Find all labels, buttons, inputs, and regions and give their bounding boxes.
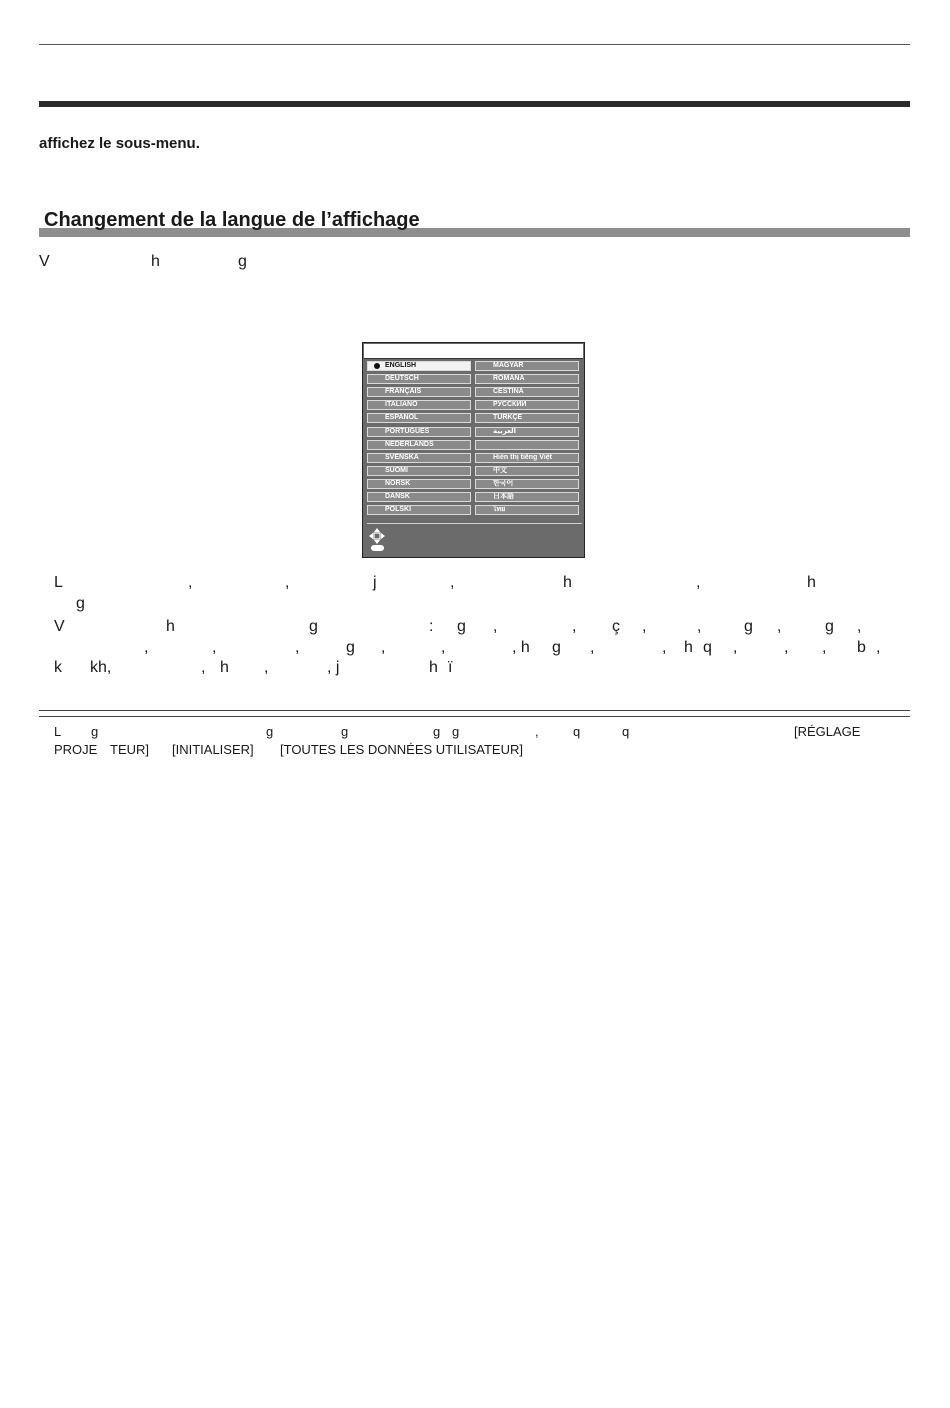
- language-option: ESPAÑOL: [367, 413, 471, 423]
- note-fragment: g: [452, 724, 460, 739]
- language-option: Hiển thị tiếng Việt: [475, 453, 579, 463]
- bullet-fragment: h: [220, 659, 229, 676]
- language-option: ČEŠTINA: [475, 387, 579, 397]
- bullet-fragment: ,: [777, 618, 782, 635]
- bullet-fragment: ,: [295, 639, 300, 656]
- bullet-fragment: ï: [448, 659, 453, 676]
- bullet-fragment: ,: [662, 639, 667, 656]
- language-option: 日本語: [475, 492, 579, 502]
- bullet-fragment: ,: [188, 574, 193, 591]
- bullet-fragment: , j: [327, 659, 340, 676]
- sub-step-text: affichez le sous-menu.: [39, 135, 200, 152]
- language-option: 한국어: [475, 479, 579, 489]
- language-option: POLSKI: [367, 505, 471, 515]
- intro-fragment: h: [151, 253, 160, 270]
- bullet-fragment: ,: [450, 574, 455, 591]
- language-option: ไทย: [475, 505, 579, 515]
- bullet-fragment: ,: [590, 639, 595, 656]
- bullet-fragment: g: [457, 618, 466, 635]
- intro-fragment: V: [39, 253, 50, 270]
- bullet-fragment: ,: [264, 659, 269, 676]
- language-option: العربية: [475, 427, 579, 437]
- bullet-fragment: ,: [441, 639, 446, 656]
- bullet-fragment: j: [373, 574, 377, 591]
- note-fragment: [TOUTES LES DONNÉES UTILISATEUR]: [280, 742, 523, 757]
- bullet-fragment: ,: [493, 618, 498, 635]
- bullet-fragment: h: [166, 618, 175, 635]
- bullet-fragment: g: [309, 618, 318, 635]
- language-option: DEUTSCH: [367, 374, 471, 384]
- bullet-fragment: ,: [144, 639, 149, 656]
- menu-title-bar: [364, 344, 583, 359]
- header-rule: [39, 101, 910, 107]
- bullet-fragment: ,: [642, 618, 647, 635]
- bullet-fragment: g: [76, 595, 85, 612]
- bullet-fragment: :: [429, 618, 434, 635]
- bullet-fragment: L: [54, 574, 63, 591]
- language-menu-screenshot: [362, 342, 585, 558]
- menu-divider: [367, 523, 582, 524]
- language-option: ENGLISH: [367, 361, 471, 371]
- bullet-fragment: h: [429, 659, 438, 676]
- note-fragment: L: [54, 724, 62, 739]
- bullet-fragment: V: [54, 618, 65, 635]
- bullet-fragment: kh,: [90, 659, 112, 676]
- note-fragment: ,: [535, 724, 539, 739]
- bullet-fragment: ,: [784, 639, 789, 656]
- bullet-fragment: ,: [381, 639, 386, 656]
- language-option: DANSK: [367, 492, 471, 502]
- bullet-fragment: ,: [212, 639, 217, 656]
- note-fragment: g: [266, 724, 274, 739]
- language-option: TÜRKÇE: [475, 413, 579, 423]
- enter-button-icon: [371, 545, 384, 551]
- bullet-fragment: ,: [733, 639, 738, 656]
- language-option: FRANÇAIS: [367, 387, 471, 397]
- bullet-fragment: g: [825, 618, 834, 635]
- note-rule-bottom: [39, 716, 910, 717]
- note-fragment: [RÉGLAGE: [794, 724, 861, 739]
- bullet-fragment: ,: [285, 574, 290, 591]
- note-fragment: g: [91, 724, 99, 739]
- bullet-fragment: ,: [572, 618, 577, 635]
- language-option: NEDERLANDS: [367, 440, 471, 450]
- note-rule-top: [39, 710, 910, 711]
- note-fragment: PROJE: [54, 742, 98, 757]
- bullet-fragment: ,: [876, 639, 881, 656]
- language-option: РУССКИЙ: [475, 400, 579, 410]
- bullet-fragment: , h: [512, 639, 530, 656]
- bullet-fragment: ,: [857, 618, 862, 635]
- bullet-fragment: g: [744, 618, 753, 635]
- language-option: SUOMI: [367, 466, 471, 476]
- language-option: ITALIANO: [367, 400, 471, 410]
- bullet-fragment: h: [563, 574, 572, 591]
- bullet-fragment: h: [684, 639, 693, 656]
- bullet-fragment: g: [346, 639, 355, 656]
- bullet-fragment: g: [552, 639, 561, 656]
- bullet-fragment: k: [54, 659, 62, 676]
- bullet-fragment: ç: [612, 618, 620, 635]
- intro-fragment: g: [238, 253, 247, 270]
- language-option: PORTUGUÊS: [367, 427, 471, 437]
- language-option: MAGYAR: [475, 361, 579, 371]
- top-rule: [39, 44, 910, 45]
- bullet-fragment: b: [857, 639, 866, 656]
- note-fragment: [INITIALISER]: [172, 742, 254, 757]
- language-option: 中文: [475, 466, 579, 476]
- language-option: [475, 440, 579, 450]
- bullet-fragment: ,: [697, 618, 702, 635]
- bullet-fragment: q: [703, 639, 712, 656]
- language-option: NORSK: [367, 479, 471, 489]
- section-title: Changement de la langue de l’affichage: [44, 209, 420, 231]
- language-option: SVENSKA: [367, 453, 471, 463]
- bullet-fragment: ,: [822, 639, 827, 656]
- bullet-fragment: ,: [696, 574, 701, 591]
- navigate-icon: [369, 528, 385, 544]
- bullet-fragment: h: [807, 574, 816, 591]
- note-fragment: q: [622, 724, 630, 739]
- note-fragment: q: [573, 724, 581, 739]
- note-fragment: g: [433, 724, 441, 739]
- bullet-fragment: ,: [201, 659, 206, 676]
- language-option: ROMÂNĂ: [475, 374, 579, 384]
- note-fragment: g: [341, 724, 349, 739]
- note-fragment: TEUR]: [110, 742, 149, 757]
